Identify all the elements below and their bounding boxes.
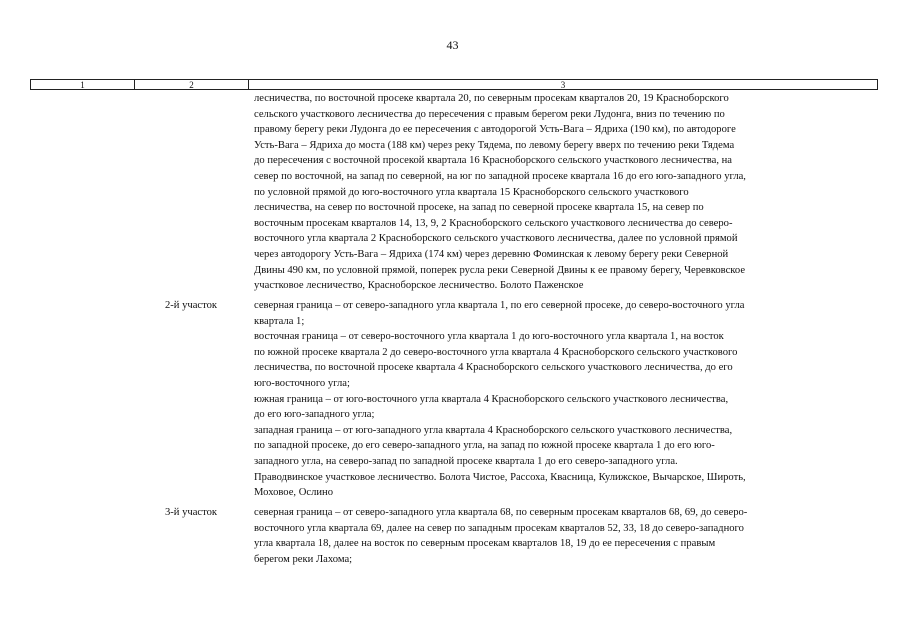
text-line: Усть-Вага – Ядриха до моста (188 км) через реку Тядема, по левому берегу вверх по течению реки Тядема [254, 139, 735, 151]
row-cell-section [134, 91, 248, 294]
row-cell-description [248, 505, 858, 567]
text-line: восточного угла квартала 2 Красноборского сельского участкового лесничества, далее по условной прямой [254, 233, 738, 245]
text-line: сельского участкового лесничества до пересечения с правым берегом реки Лудонга, вниз по течению по [254, 108, 725, 120]
column-header-2: 2 [135, 80, 249, 89]
table-row-continuation [30, 91, 878, 294]
text-line: юго-восточного угла; [254, 377, 350, 389]
table-row-section-2 [30, 298, 878, 501]
text-line: Моховое, Ослино [254, 487, 334, 499]
row-cell-1 [30, 91, 134, 294]
text-line: лесничества, по восточной просеке квартала 20, по северным просекам кварталов 20, 19 Красноборского [254, 93, 729, 104]
page-number: 43 [446, 38, 459, 52]
text-line: север по восточной, на запад по северной, на юг по западной просеке квартала 16 до его юго-западного угла, [254, 170, 746, 182]
text-line: лесничества, на север по восточной просеке, на запад по северной просеке квартала 15, на север по [254, 202, 704, 214]
text-line: угла квартала 18, далее на восток по северным просекам кварталов 18, 19 до ее пересечения с правым [254, 538, 716, 550]
text-line: до пересечения с восточной просекой квартала 16 Красноборского сельского участкового лесничества, на [254, 155, 732, 167]
text-line: участковое лесничество, Красноборское лесничество. Болото Паженское [254, 280, 584, 292]
row-cell-section: 2-й участок [164, 300, 218, 311]
row-cell-1 [30, 298, 134, 501]
text-line: лесничества, по восточной просеке квартала 4 Красноборского сельского участкового лесничества, до его [254, 362, 733, 374]
text-line: западная граница – от юго-западного угла квартала 4 Красноборского сельского участкового лесничества, [254, 424, 733, 436]
text-line: восточного угла квартала 69, далее на север по западным просекам кварталов 52, 33, 18 до северо-западного [254, 522, 744, 534]
row-cell-description [248, 91, 858, 294]
column-header-3: 3 [560, 80, 566, 90]
text-line: по западной просеке, до его северо-западного угла, на запад по южной просеке квартала 1 до его юго- [254, 440, 715, 452]
text-line: северная граница – от северо-западного угла квартала 68, по северным просекам кварталов 68, 69, до северо- [254, 507, 748, 518]
text-line: по южной просеке квартала 2 до северо-восточного угла квартала 4 Красноборского сельского участкового [254, 346, 738, 358]
text-line: по условной прямой до юго-восточного угла квартала 15 Красноборского сельского участкового [254, 186, 689, 198]
text-line: восточная граница – от северо-восточного угла квартала 1 до юго-восточного угла квартала 1, на восток [254, 331, 724, 343]
text-line: Двины 490 км, по условной прямой, поперек русла реки Северной Двины к ее правому берегу, Черевковское [254, 264, 746, 276]
row-cell-description [248, 298, 858, 501]
table-header [30, 79, 878, 90]
row-cell-section: 3-й участок [164, 507, 218, 518]
column-header-1: 1 [31, 80, 135, 89]
table-row-section-3 [30, 505, 878, 567]
text-line: правому берегу реки Лудонга до ее пересечения с автодорогой Усть-Вага – Ядриха (190 км), по автодороге [254, 124, 736, 136]
text-line: квартала 1; [254, 315, 305, 327]
row-cell-1 [30, 505, 134, 567]
text-line: до его юго-западного угла; [254, 409, 375, 421]
text-line: берегом реки Лахома; [254, 553, 353, 565]
text-line: Праводвинское участковое лесничество. Болота Чистое, Рассоха, Квасница, Кулижское, Вычарское, Широть, [254, 471, 746, 483]
text-line: северная граница – от северо-западного угла квартала 1, по его северной просеке, до северо-восточного угла [254, 300, 745, 311]
text-line: через автодорогу Усть-Вага – Ядриха (174 км) через деревню Фоминская к левому берегу реки Северной [254, 248, 729, 260]
text-line: западного угла, на северо-запад по западной просеке квартала 1 до его северо-западного угла. [254, 455, 678, 467]
text-line: восточным просекам кварталов 14, 13, 9, 2 Красноборского сельского участкового лесничества до северо- [254, 217, 733, 229]
text-line: южная граница – от юго-восточного угла квартала 4 Красноборского сельского участкового лесничества, [254, 393, 729, 405]
